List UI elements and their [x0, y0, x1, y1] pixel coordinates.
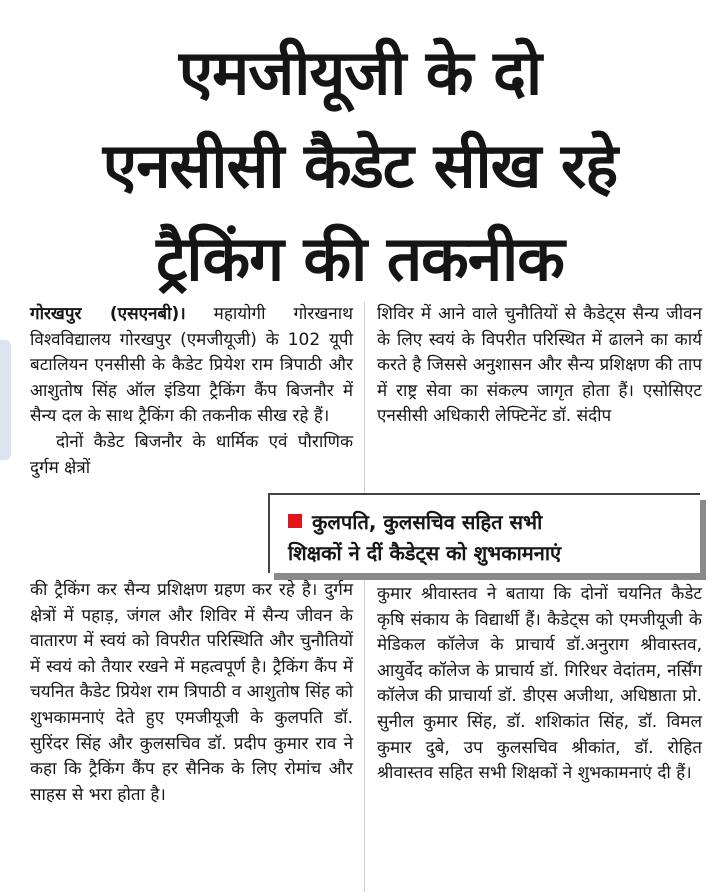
callout-line-1-text: कुलपति, कुलसचिव सहित सभी — [312, 510, 543, 534]
right-column-bottom — [377, 582, 702, 787]
headline-line-2: एनसीसी कैडेट सीख रहे — [102, 129, 618, 202]
paragraph-1-text: महायोगी गोरखनाथ विश्वविद्यालय गोरखपुर (एमजीयूजी) के 102 यूपी बटालियन एनसीसी के कैडेट प्रियेश राम त्रिपाठी और आशुतोष सिंह ऑल इंडिया ट्रैकिंग कैंप बिजनौर में सैन्य दल के साथ ट्रैकिंग की तकनीक सीख रहे हैं। — [30, 304, 353, 427]
right-paragraph-bottom: कुमार श्रीवास्तव ने बताया कि दोनों चयनित कैडेट कृषि संकाय के विद्यार्थी हैं। कैडेट्स को एमजीयूजी के मेडिकल कॉलेज के प्राचार्य डॉ.अनुराग श्रीवास्तव, आयुर्वेद कॉलेज के प्राचार्य डॉ. गिरिधर वेदांतम, नर्सिंग कॉलेज की प्राचार्या डॉ. डीएस अजीथा, अधिष्ठाता प्रो. सुनील कुमार सिंह, डॉ. शशिकांत सिंह, डॉ. विमल कुमार दुबे, उप कुलसचिव श्रीकांत, डॉ. रोहित श्रीवास्तव सहित सभी शिक्षकों ने शुभकामनाएं दी हैं। — [377, 584, 702, 784]
paragraph-1 — [30, 302, 353, 430]
paragraph-2-rest: की ट्रैकिंग कर सैन्य प्रशिक्षण ग्रहण कर रहे है। दुर्गम क्षेत्रों में पहाड़, जंगल और शिविर में सैन्य जीवन के वातारण में स्वयं को विपरीत परिस्थिति और चुनौतियों में स्वयं को तैयार रखने में महत्वपूर्ण है। ट्रैकिंग कैंप में चयनित कैडेट प्रियेश राम त्रिपाठी व आशुतोष सिंह को शुभकामनाएं देते हुए एमजीयूजी के कुलपति डॉ. सुरिंदर सिंह और कुलसचिव डॉ. प्रदीप कुमार राव ने कहा कि ट्रैकिंग कैंप हर सैनिक के लिए रोमांच और साहस से भरा होता है। — [30, 580, 353, 805]
left-column-top — [30, 302, 353, 481]
right-column-top — [377, 302, 702, 430]
headline-line-3: ट्रैकिंग की तकनीक — [156, 222, 564, 295]
page-edge-tab — [0, 340, 11, 460]
callout-line-1 — [288, 507, 690, 538]
dateline: गोरखपुर (एसएनबी)। — [30, 304, 186, 324]
right-paragraph-top: शिविर में आने वाले चुनौतियों से कैडेट्स सैन्य जीवन के लिए स्वयं के विपरीत परिस्थित में ढालने का कार्य करते है जिससे अनुशासन और सैन्य प्रशिक्षण की ताप में राष्ट्र सेवा का संकल्प जागृत होता हैं। एसोसिएट एनसीसी अधिकारी लेफ्टिनेंट डॉ. संदीप — [377, 304, 702, 427]
callout-line-2: शिक्षकों ने दीं कैडेट्स को शुभकामनाएं — [288, 541, 562, 565]
red-square-bullet-icon — [288, 514, 302, 528]
paragraph-2-start: दोनों कैडेट बिजनौर के धार्मिक एवं पौराणिक दुर्गम क्षेत्रों — [30, 431, 353, 478]
article-headline — [14, 26, 706, 305]
headline-line-1: एमजीयूजी के दो — [178, 36, 542, 109]
left-column-bottom — [30, 578, 353, 808]
callout-box — [268, 493, 700, 573]
column-divider — [364, 302, 365, 892]
